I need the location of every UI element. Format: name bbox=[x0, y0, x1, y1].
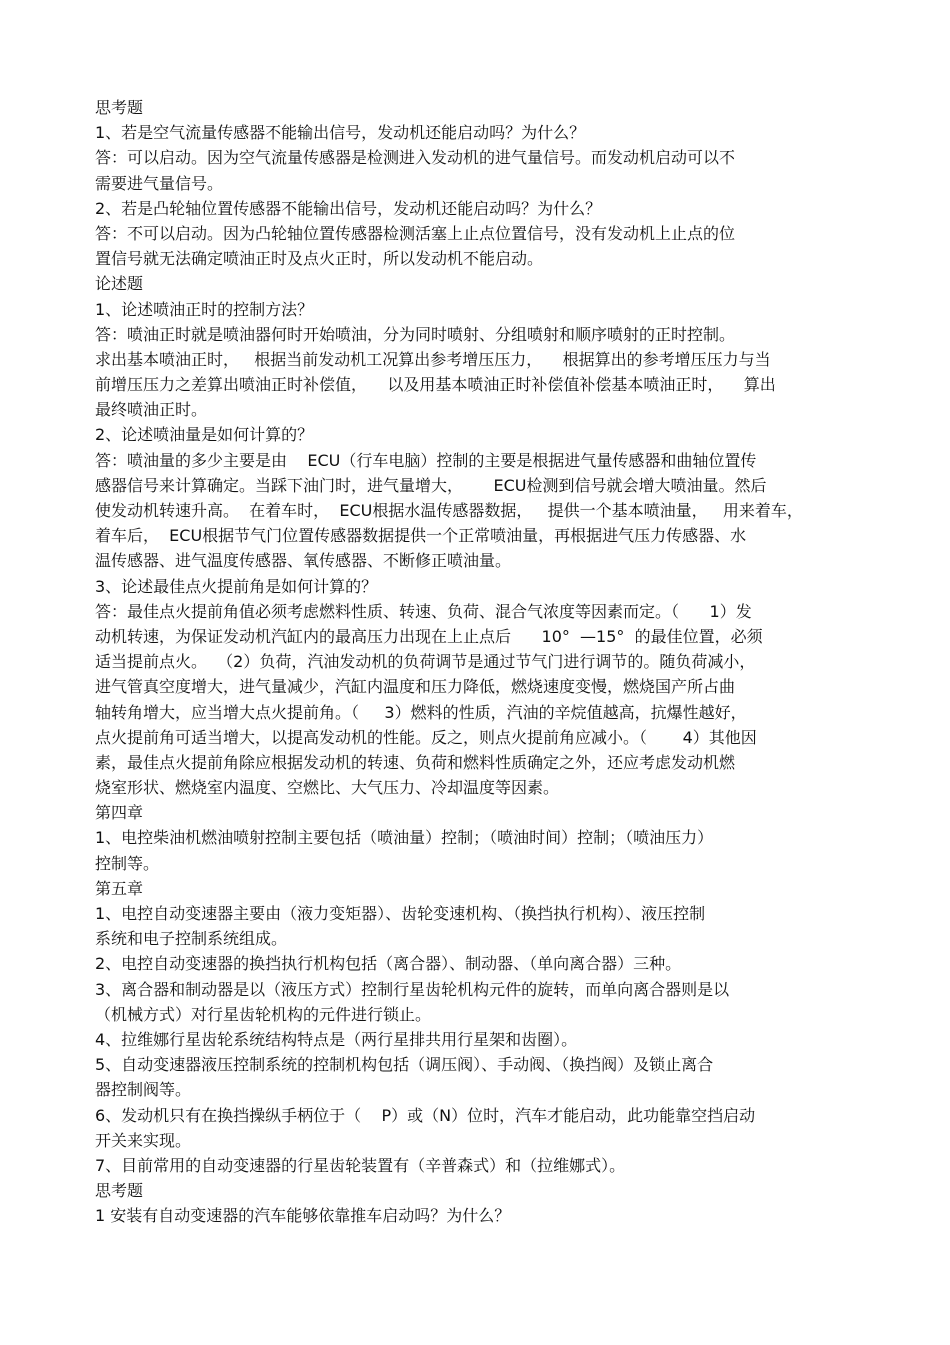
answer-line: 烧室形状、燃烧室内温度、空燃比、大气压力、冷却温度等因素。 bbox=[95, 778, 560, 798]
answer-line: 答：可以启动。因为空气流量传感器是检测进入发动机的进气量信号。而发动机启动可以不 bbox=[95, 148, 736, 168]
fill-in-line: 控制等。 bbox=[95, 853, 160, 873]
answer-line: 需要进气量信号。 bbox=[95, 173, 224, 193]
section-heading: 论述题 bbox=[95, 274, 144, 294]
fill-in-line: 开关来实现。 bbox=[95, 1130, 192, 1150]
fill-in-line: 器控制阀等。 bbox=[95, 1080, 192, 1100]
fill-in-line: 1、电控自动变速器主要由（液力变矩器）、齿轮变速机构、（换挡执行机构）、液压控制 bbox=[95, 904, 706, 923]
chapter-heading: 第四章 bbox=[95, 803, 144, 823]
answer-line: 轴转角增大，应当增大点火提前角。（ 3）燃料的性质，汽油的辛烷值越高，抗爆性越好， bbox=[95, 702, 747, 722]
answer-line: 求出基本喷油正时， 根据当前发动机工况算出参考增压压力， 根据算出的参考增压压力与当 bbox=[95, 349, 771, 369]
answer-line: 动机转速，为保证发动机汽缸内的最高压力出现在上止点后 10° —15° 的最佳位置，必须 bbox=[95, 626, 763, 646]
answer-line: 适当提前点火。 （2）负荷，汽油发动机的负荷调节是通过节气门进行调节的。随负荷减小， bbox=[95, 652, 756, 672]
answer-line: 点火提前角可适当增大，以提高发动机的性能。反之，则点火提前角应减小。（ 4）其他因 bbox=[95, 727, 757, 747]
fill-in-line: 3、离合器和制动器是以（液压方式）控制行星齿轮机构元件的旋转，而单向离合器则是以 bbox=[95, 979, 730, 999]
section-heading: 思考题 bbox=[95, 98, 144, 117]
fill-in-line: 4、拉维娜行星齿轮系统结构特点是（两行星排共用行星架和齿圈）。 bbox=[95, 1029, 578, 1049]
document-page bbox=[95, 95, 865, 1228]
answer-line: 着车后， ECU根据节气门位置传感器数据提供一个正常喷油量，再根据进气压力传感器、水 bbox=[95, 526, 747, 546]
answer-line: 温传感器、进气温度传感器、氧传感器、不断修正喷油量。 bbox=[95, 551, 512, 571]
answer-line: 感器信号来计算确定。当踩下油门时，进气量增大， ECU检测到信号就会增大喷油量。然后 bbox=[95, 475, 767, 495]
fill-in-line: 5、自动变速器液压控制系统的控制机构包括（调压阀）、手动阀、（换挡阀）及锁止离合 bbox=[95, 1055, 714, 1075]
answer-line: 进气管真空度增大，进气量减少，汽缸内温度和压力降低，燃烧速度变慢，燃烧国产所占曲 bbox=[95, 677, 736, 697]
answer-line: 答：不可以启动。因为凸轮轴位置传感器检测活塞上止点位置信号，没有发动机上止点的位 bbox=[95, 223, 736, 243]
answer-line: 前增压压力之差算出喷油正时补偿值， 以及用基本喷油正时补偿值补偿基本喷油正时， 算出 bbox=[95, 375, 776, 395]
answer-line: 答：喷油量的多少主要是由 ECU（行车电脑）控制的主要是根据进气量传感器和曲轴位置传 bbox=[95, 450, 757, 470]
answer-line: 答：喷油正时就是喷油器何时开始喷油，分为同时喷射、分组喷射和顺序喷射的正时控制。 bbox=[95, 324, 736, 344]
question-line: 2、若是凸轮轴位置传感器不能输出信号，发动机还能启动吗？为什么？ bbox=[95, 198, 602, 218]
fill-in-line: （机械方式）对行星齿轮机构的元件进行锁止。 bbox=[95, 1004, 432, 1024]
answer-line: 答：最佳点火提前角值必须考虑燃料性质、转速、负荷、混合气浓度等因素而定。（ 1）发 bbox=[95, 601, 752, 621]
section-heading: 思考题 bbox=[95, 1181, 144, 1201]
fill-in-line: 7、目前常用的自动变速器的行星齿轮装置有（辛普森式）和（拉维娜式）。 bbox=[95, 1155, 626, 1175]
fill-in-line: 1、电控柴油机燃油喷射控制主要包括（喷油量）控制；（喷油时间）控制；（喷油压力） bbox=[95, 828, 714, 848]
question-line: 1 安装有自动变速器的汽车能够依靠推车启动吗？为什么？ bbox=[95, 1206, 511, 1226]
question-line: 1、若是空气流量传感器不能输出信号，发动机还能启动吗？为什么？ bbox=[95, 123, 586, 143]
chapter-heading: 第五章 bbox=[95, 878, 144, 898]
answer-line: 最终喷油正时。 bbox=[95, 400, 208, 420]
fill-in-line: 6、发动机只有在换挡操纵手柄位于（ P）或（N）位时，汽车才能启动，此功能靠空挡启动 bbox=[95, 1105, 756, 1125]
answer-line: 使发动机转速升高。 在着车时， ECU根据水温传感器数据， 提供一个基本喷油量， 用来着车， bbox=[95, 501, 803, 520]
fill-in-line: 系统和电子控制系统组成。 bbox=[95, 929, 288, 949]
fill-in-line: 2、电控自动变速器的换挡执行机构包括（离合器）、制动器、（单向离合器）三种。 bbox=[95, 954, 682, 974]
answer-line: 置信号就无法确定喷油正时及点火正时，所以发动机不能启动。 bbox=[95, 249, 544, 269]
question-line: 2、论述喷油量是如何计算的？ bbox=[95, 425, 314, 445]
question-line: 1、论述喷油正时的控制方法？ bbox=[95, 299, 314, 319]
question-line: 3、论述最佳点火提前角是如何计算的？ bbox=[95, 576, 378, 596]
answer-line: 素，最佳点火提前角除应根据发动机的转速、负荷和燃料性质确定之外，还应考虑发动机燃 bbox=[95, 752, 736, 772]
